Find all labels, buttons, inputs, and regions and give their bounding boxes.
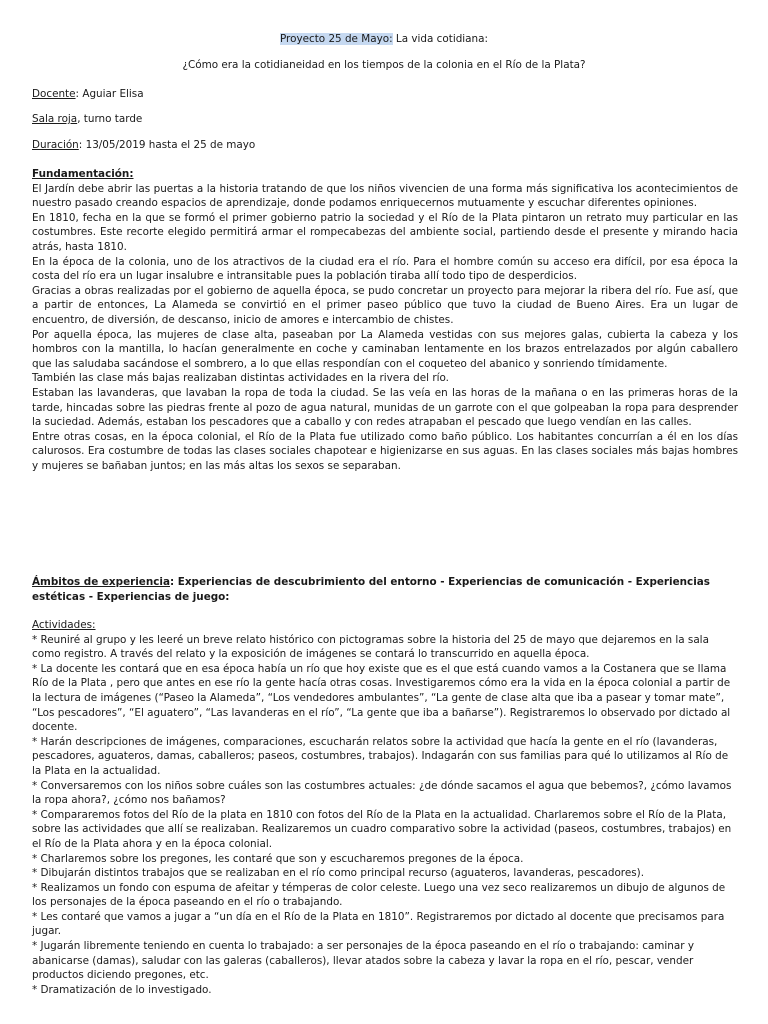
activity-item: * Harán descripciones de imágenes, comparaciones, escucharán relatos sobre la actividad que hacía la gente en el río (lavanderas, pescadores, aguateros, damas, caballeros; paseos, costumbres, trabajos). Indagarán con sus familias para qué lo utilizamos al Río de la Plata en la actualidad. — [32, 735, 729, 777]
teacher-line — [32, 87, 144, 102]
fundamentacion-paragraph: Por aquella época, las mujeres de clase alta, paseaban por La Alameda vestidas con sus mejores galas, cubierta la cabeza y los hombros con la mantilla, lo hacían generalmente en coche y caminaban lentamente en los brazos entrelazados por algún caballero que las saludaba sacándose el sombrero, a lo que ellas respondían con el coqueteo del abanico y sonriendo tímidamente. — [32, 328, 738, 370]
room-label: Sala roja — [32, 113, 78, 125]
fundamentacion-paragraph: Estaban las lavanderas, que lavaban la ropa de toda la ciudad. Se las veía en las horas de la mañana o en las primeras horas de la tarde, hincadas sobre las piedras frente al pozo de agua natural, munidas de un garrote con el que golpeaban la ropa para desprender la suciedad. Además, estaban los pescadores que a caballo y con redes atrapaban el pescado que luego vendían en las calles. — [32, 386, 738, 429]
activity-item: * Dramatización de lo investigado. — [32, 983, 212, 996]
room-line — [32, 112, 142, 127]
project-title-highlight: Proyecto 25 de Mayo: — [279, 33, 393, 45]
teacher-value: : Aguiar Elisa — [75, 88, 144, 100]
ambitos-value: : Experiencias de descubrimiento del entorno - Experiencias de comunicación - Experiencias estéticas - Experiencias de juego: — [32, 576, 710, 603]
fundamentacion-paragraph: En la época de la colonia, uno de los atractivos de la ciudad era el río. Para el hombre común su acceso era difícil, por esa época la costa del río era un lugar insalubre e intransitable pues la población tiraba allí todo tipo de desperdicios. — [32, 255, 738, 283]
ambitos-label: Ámbitos de experiencia — [32, 576, 170, 588]
activity-item: * Charlaremos sobre los pregones, les contaré que son y escucharemos pregones de la época. — [32, 852, 524, 865]
activity-item: * Conversaremos con los niños sobre cuáles son las costumbres actuales: ¿de dónde sacamos el agua que bebemos?, ¿cómo lavamos la ropa ahora?, ¿cómo nos bañamos? — [32, 779, 732, 807]
project-title-line — [0, 32, 768, 47]
fundamentacion-paragraph: Entre otras cosas, en la época colonial, el Río de la Plata fue utilizado como baño público. Los habitantes concurrían a él en los días calurosos. Era costumbre de todas las clases sociales chapotear e higienizarse en sus aguas. En las clases sociales más bajas hombres y mujeres se bañaban juntos; en las más altas los sexos se separaban. — [32, 430, 738, 472]
teacher-label: Docente — [32, 88, 76, 100]
actividades-section — [32, 618, 738, 997]
duration-label: Duración — [32, 139, 79, 151]
duration-value: : 13/05/2019 hasta el 25 de mayo — [78, 139, 256, 151]
fundamentacion-heading: Fundamentación: — [32, 168, 134, 180]
ambitos-heading — [32, 575, 738, 604]
activity-item: * Realizamos un fondo con espuma de afeitar y témperas de color celeste. Luego una vez seco realizaremos un dibujo de algunos de los personajes de la época paseando en el río o trabajando. — [32, 881, 726, 909]
activity-item: * Compararemos fotos del Río de la plata en 1810 con fotos del Río de la Plata en la actualidad. Charlaremos sobre el Río de la Plata, sobre las actividades que allí se realizaban. Realizaremos un cuadro comparativo sobre la actividad (paseos, costumbres, trabajos) en el Río de la Plata ahora y en la época colonial. — [32, 808, 732, 850]
project-question: ¿Cómo era la cotidianeidad en los tiempos de la colonia en el Río de la Plata? — [182, 59, 586, 71]
activity-item: * Jugarán libremente teniendo en cuenta lo trabajado: a ser personajes de la época paseando en el río o trabajando: caminar y abanicarse (damas), saludar con las galeras (caballeros), llevar atados sobre la cabeza y lavar la ropa en el río, pescar, vender productos diciendo pregones, etc. — [32, 940, 694, 982]
room-value: , turno tarde — [77, 113, 143, 125]
project-title-rest: La vida cotidiana: — [392, 33, 489, 45]
fundamentacion-paragraph: En 1810, fecha en la que se formó el primer gobierno patrio la sociedad y el Río de la Plata pintaron un retrato muy particular en las costumbres. Este recorte elegido permitirá armar el rompecabezas del ambiente social, partiendo desde el presente y mirando hacia atrás, hasta 1810. — [32, 211, 738, 253]
actividades-heading: Actividades: — [32, 619, 96, 631]
fundamentacion-section — [32, 167, 738, 473]
activity-item: * Reuniré al grupo y les leeré un breve relato histórico con pictogramas sobre la historia del 25 de mayo que dejaremos en la sala como registro. A través del relato y la exposición de imágenes se contará lo transcurrido en aquella época. — [32, 633, 709, 661]
fundamentacion-paragraph: También las clase más bajas realizaban distintas actividades en la rivera del río. — [32, 372, 449, 385]
activity-item: * La docente les contará que en esa época había un río que hoy existe que es el que está cuando vamos a la Costanera que se llama Río de la Plata , pero que antes en ese río la gente hacía otras cosas. Investigaremos cómo era la vida en la época colonial a partir de la lectura de imágenes (“Paseo la Alameda”, “Los vendedores ambulantes”, “La gente de clase alta que iba a pasear y tomar mate”, “Los pescadores”, “El aguatero”, “Las lavanderas en el río”, “La gente que iba a bañarse”). Registraremos lo observado por dictado al docente. — [32, 662, 731, 734]
activity-item: * Dibujarán distintos trabajos que se realizaban en el río como principal recurso (aguateros, lavanderas, pescadores). — [32, 867, 645, 880]
fundamentacion-paragraph: El Jardín debe abrir las puertas a la historia tratando de que los niños vivencien de una forma más significativa los acontecimientos de nuestro pasado creando espacios de aprendizaje, donde podamos enriquecernos mutuamente y escuchar diferentes opiniones. — [32, 182, 738, 210]
fundamentacion-paragraph: Gracias a obras realizadas por el gobierno de aquella época, se pudo concretar un proyecto para mejorar la ribera del río. Fue así, que a partir de entonces, La Alameda se convirtió en el primer paseo público que tuvo la ciudad de Bueno Aires. Era un lugar de encuentro, de diversión, de descanso, inicio de amores e intercambio de chistes. — [32, 284, 738, 326]
duration-line — [32, 138, 255, 153]
activity-item: * Les contaré que vamos a jugar a “un día en el Río de la Plata en 1810”. Registraremos por dictado al docente que precisamos para jugar. — [32, 910, 725, 938]
